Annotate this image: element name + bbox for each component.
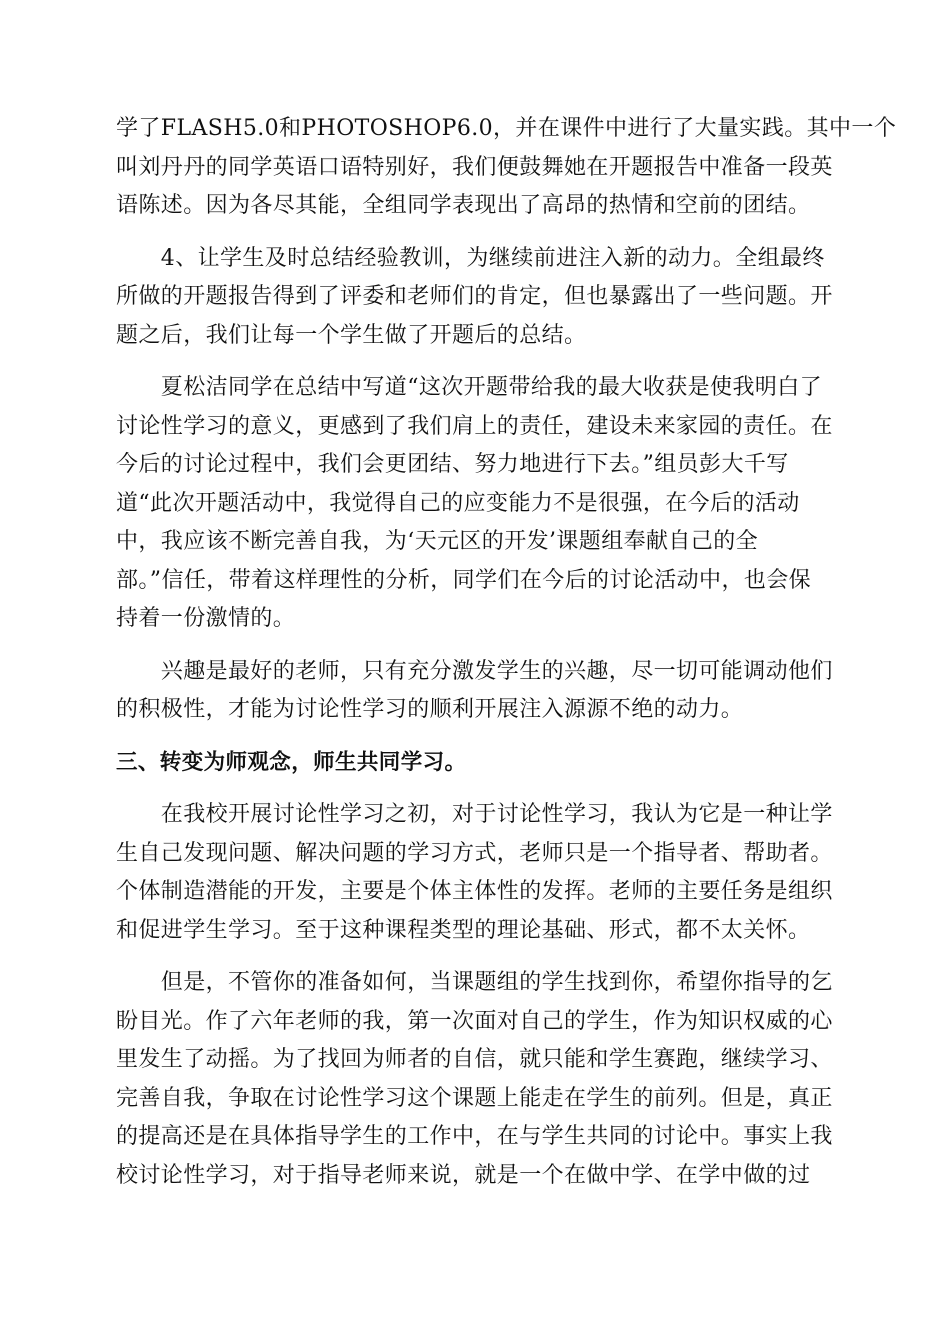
text-line: 盼目光。作了六年老师的我，第一次面对自己的学生，作为知识权威的心 (116, 1008, 833, 1034)
text-line: 夏松洁同学在总结中写道“这次开题带给我的最大收获是使我明白了 (116, 375, 823, 400)
text-line: 学了FLASH5.0和PHOTOSHOP6.0，并在课件中进行了大量实践。其中一个 (116, 116, 897, 141)
text-line: 的积极性，才能为讨论性学习的顺利开展注入源源不绝的动力。 (116, 697, 744, 722)
text-line: 道“此次开题活动中，我觉得自己的应变能力不是很强，在今后的活动 (116, 490, 800, 516)
text-line: 中，我应该不断完善自我，为‘天元区的开发’课题组奉献自己的全 (116, 529, 758, 554)
text-line: 校讨论性学习，对于指导老师来说，就是一个在做中学、在学中做的过 (116, 1162, 811, 1188)
text-line: 兴趣是最好的老师，只有充分激发学生的兴趣，尽一切可能调动他们 (116, 658, 833, 684)
paragraph-courseware-practice (116, 110, 897, 226)
text-line: 4、让学生及时总结经验教训，为继续前进注入新的动力。全组最终 (116, 245, 825, 271)
text-line: 语陈述。因为各尽其能，全组同学表现出了高昂的热情和空前的团结。 (116, 193, 811, 218)
paragraph-student-quotes (116, 369, 836, 639)
paragraph-teacher-growth (116, 964, 836, 1195)
text-line: 里发生了动摇。为了找回为师者的自信，就只能和学生赛跑，继续学习、 (116, 1047, 833, 1072)
text-line: 生自己发现问题、解决问题的学习方式，老师只是一个指导者、帮助者。 (116, 840, 833, 866)
text-line: 个体制造潜能的开发，主要是个体主体性的发挥。老师的主要任务是组织 (116, 879, 833, 904)
text-line: 完善自我，争取在讨论性学习这个课题上能走在学生的前列。但是，真正 (116, 1085, 833, 1111)
text-line: 但是，不管你的准备如何，当课题组的学生找到你，希望你指导的乞 (116, 970, 833, 995)
section-heading: 三、转变为师观念，师生共同学习。 (116, 749, 467, 775)
text-line: 和促进学生学习。至于这种课程类型的理论基础、形式，都不太关怀。 (116, 917, 811, 943)
text-line: 所做的开题报告得到了评委和老师们的肯定，但也暴露出了一些问题。开 (116, 284, 833, 309)
text-line: 部。”信任，带着这样理性的分析，同学们在今后的讨论活动中，也会保 (116, 567, 812, 593)
paragraph-initial-view (116, 796, 836, 950)
text-line: 叫刘丹丹的同学英语口语特别好，我们便鼓舞她在开题报告中准备一段英 (116, 154, 833, 180)
paragraph-interest (116, 653, 836, 730)
document-page (116, 110, 897, 1209)
text-line: 的提高还是在具体指导学生的工作中，在与学生共同的讨论中。事实上我 (116, 1124, 833, 1149)
text-line: 今后的讨论过程中，我们会更团结、努力地进行下去。”组员彭大千写 (116, 452, 789, 477)
text-line: 持着一份激情的。 (116, 606, 296, 631)
paragraph-summary-lessons (116, 240, 836, 356)
text-line: 在我校开展讨论性学习之初，对于讨论性学习，我认为它是一种让学 (116, 802, 833, 827)
text-line: 题之后，我们让每一个学生做了开题后的总结。 (116, 322, 587, 348)
text-line: 讨论性学习的意义，更感到了我们肩上的责任，建设未来家园的责任。在 (116, 413, 833, 439)
